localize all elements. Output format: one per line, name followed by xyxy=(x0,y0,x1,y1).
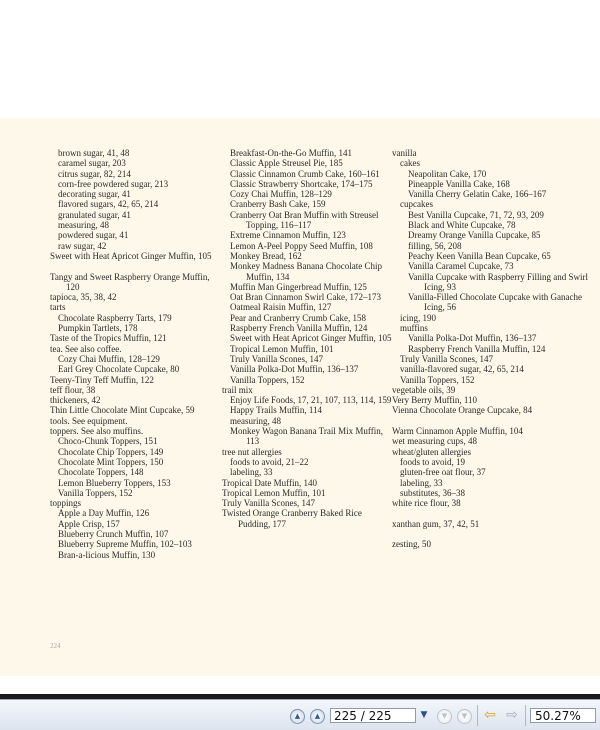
index-entry: Pear and Cranberry Crumb Cake, 158 xyxy=(230,312,366,323)
index-entry: caramel sugar, 203 xyxy=(58,158,126,169)
index-entry: Cozy Chai Muffin, 128–129 xyxy=(230,189,332,200)
index-entry: Lemon Blueberry Toppers, 153 xyxy=(58,477,171,488)
index-entry: tea. See also coffee. xyxy=(50,343,122,354)
index-entry: Tropical Lemon Muffin, 101 xyxy=(222,487,326,498)
zoom-input[interactable]: 50.27% xyxy=(530,708,596,723)
index-entry: decorating sugar, 41 xyxy=(58,189,131,200)
page-number-input[interactable]: 225 / 225 xyxy=(330,708,416,723)
index-entry: Taste of the Tropics Muffin, 121 xyxy=(50,333,167,344)
index-entry: Apple Crisp, 157 xyxy=(58,518,120,529)
index-entry: Vanilla-Filled Chocolate Cupcake with Ganache Icing, 56 xyxy=(408,292,582,313)
index-entry: Very Berry Muffin, 110 xyxy=(392,395,477,406)
index-entry: Earl Grey Chocolate Cupcake, 80 xyxy=(58,364,180,375)
index-entry: Classic Cinnamon Crumb Cake, 160–161 xyxy=(230,168,380,179)
index-letter-gap xyxy=(392,416,588,426)
index-entry: Enjoy Life Foods, 17, 21, 107, 113, 114, 159 xyxy=(230,395,392,406)
index-entry: Happy Trails Muffin, 114 xyxy=(230,405,323,416)
index-entry: corn-free powdered sugar, 213 xyxy=(58,178,169,189)
index-entry: foods to avoid, 19 xyxy=(400,456,465,467)
index-entry: Bran-a-licious Muffin, 130 xyxy=(58,549,156,560)
index-entry: vegetable oils, 39 xyxy=(392,384,456,395)
index-entry: Vanilla Polka-Dot Muffin, 136–137 xyxy=(230,364,359,375)
index-entry: measuring, 48 xyxy=(58,220,109,231)
index-entry: Peachy Keen Vanilla Bean Cupcake, 65 xyxy=(408,250,551,261)
index-entry: zesting, 50 xyxy=(392,539,431,550)
index-entry: Chocolate Chip Toppers, 149 xyxy=(58,446,164,457)
index-entry: Tangy and Sweet Raspberry Orange Muffin, 120 xyxy=(50,271,210,292)
index-entry: Neapolitan Cake, 170 xyxy=(408,168,487,179)
index-entry: flavored sugars, 42, 65, 214 xyxy=(58,199,159,210)
index-entry: Classic Strawberry Shortcake, 174–175 xyxy=(230,178,373,189)
index-entry: Choco-Chunk Toppers, 151 xyxy=(58,436,158,447)
index-entry: icing, 190 xyxy=(400,312,436,323)
index-entry: Monkey Bread, 162 xyxy=(230,250,302,261)
index-column-3 xyxy=(392,148,588,550)
index-entry: Cranberry Oat Bran Muffin with Streusel Topping, 116–117 xyxy=(230,209,379,231)
index-entry: white rice flour, 38 xyxy=(392,498,461,509)
index-entry: Vanilla Cherry Gelatin Cake, 166–167 xyxy=(408,189,547,200)
index-entry: Extreme Cinnamon Muffin, 123 xyxy=(230,230,346,241)
index-entry: Vanilla Caramel Cupcake, 73 xyxy=(408,261,514,272)
forward-arrow-icon[interactable]: ⇨ xyxy=(506,707,518,723)
index-entry: gluten-free oat flour, 37 xyxy=(400,467,486,478)
index-entry: Vanilla Toppers, 152 xyxy=(400,374,475,385)
index-entry: Truly Vanilla Scones, 147 xyxy=(222,498,316,509)
index-entry: Monkey Wagon Banana Trail Mix Muffin, 113 xyxy=(230,426,383,447)
index-entry: cupcakes xyxy=(400,199,433,210)
index-entry: Vanilla Cupcake with Raspberry Filling and Swirl Icing, 93 xyxy=(408,271,588,292)
index-entry: Classic Apple Streusel Pie, 185 xyxy=(230,158,343,169)
index-entry: Thin Little Chocolate Mint Cupcake, 59 xyxy=(50,405,195,416)
index-letter-gap xyxy=(50,261,222,271)
first-page-icon[interactable]: ▲ xyxy=(290,709,305,724)
index-entry: tools. See equipment. xyxy=(50,415,128,426)
navigation-toolbar xyxy=(0,699,600,730)
index-entry: Tropical Date Muffin, 140 xyxy=(222,477,317,488)
index-entry: Warm Cinnamon Apple Muffin, 104 xyxy=(392,426,523,437)
index-entry: trail mix xyxy=(222,384,253,395)
index-entry: labeling, 33 xyxy=(230,467,273,478)
index-entry: Chocolate Raspberry Tarts, 179 xyxy=(58,312,172,323)
document-page xyxy=(0,118,600,676)
index-entry: Breakfast-On-the-Go Muffin, 141 xyxy=(230,148,353,158)
last-page-icon[interactable]: ▼ xyxy=(457,709,472,724)
toolbar-separator xyxy=(477,705,478,726)
index-entry: Oatmeal Raisin Muffin, 127 xyxy=(230,302,332,313)
index-entry: Vienna Chocolate Orange Cupcake, 84 xyxy=(392,405,533,416)
index-entry: Black and White Cupcake, 78 xyxy=(408,220,516,231)
index-entry: Sweet with Heat Apricot Ginger Muffin, 105 xyxy=(230,333,392,344)
index-entry: Lemon A-Peel Poppy Seed Muffin, 108 xyxy=(230,240,373,251)
index-entry: filling, 56, 208 xyxy=(408,240,462,251)
index-entry: labeling, 33 xyxy=(400,477,443,488)
index-entry: Pineapple Vanilla Cake, 168 xyxy=(408,178,510,189)
index-entry: powdered sugar, 41 xyxy=(58,230,129,241)
index-entry: muffins xyxy=(400,323,428,334)
index-entry: granulated sugar, 41 xyxy=(58,209,131,220)
index-entry: Blueberry Supreme Muffin, 102–103 xyxy=(58,539,192,550)
index-entry: substitutes, 36–38 xyxy=(400,487,466,498)
index-entry: citrus sugar, 82, 214 xyxy=(58,168,131,179)
index-entry: measuring, 48 xyxy=(230,415,281,426)
page-dropdown-icon[interactable]: ▼ xyxy=(420,710,428,720)
index-entry: tapioca, 35, 38, 42 xyxy=(50,292,117,303)
index-entry: wheat/gluten allergies xyxy=(392,446,472,457)
index-entry: Best Vanilla Cupcake, 71, 72, 93, 209 xyxy=(408,209,544,220)
index-letter-gap xyxy=(392,529,588,539)
index-entry: Vanilla Toppers, 152 xyxy=(230,374,305,385)
index-entry: Vanilla Toppers, 152 xyxy=(58,487,133,498)
index-entry: Cozy Chai Muffin, 128–129 xyxy=(58,353,160,364)
index-entry: Dreamy Orange Vanilla Cupcake, 85 xyxy=(408,230,541,241)
index-entry: Teeny-Tiny Teff Muffin, 122 xyxy=(50,374,154,385)
index-entry: cakes xyxy=(400,158,420,169)
index-entry: Truly Vanilla Scones, 147 xyxy=(230,353,324,364)
next-page-icon[interactable]: ▼ xyxy=(437,709,452,724)
index-entry: Apple a Day Muffin, 126 xyxy=(58,508,150,519)
index-entry: toppings xyxy=(50,498,82,509)
back-arrow-icon[interactable]: ⇦ xyxy=(484,707,496,723)
page-number: 224 xyxy=(50,642,61,650)
index-entry: tarts xyxy=(50,302,66,313)
toolbar-separator xyxy=(525,705,526,726)
viewer-blank-area xyxy=(0,0,600,118)
index-entry: raw sugar, 42 xyxy=(58,240,107,251)
index-entry: Pumpkin Tartlets, 178 xyxy=(58,323,138,334)
index-entry: xanthan gum, 37, 42, 51 xyxy=(392,518,480,529)
index-entry: Raspberry French Vanilla Muffin, 124 xyxy=(230,323,368,334)
index-entry: Tropical Lemon Muffin, 101 xyxy=(230,343,334,354)
previous-page-icon[interactable]: ▲ xyxy=(310,709,325,724)
viewer-gap xyxy=(0,676,600,694)
index-entry: Chocolate Toppers, 148 xyxy=(58,467,144,478)
index-entry: tree nut allergies xyxy=(222,446,282,457)
index-column-1 xyxy=(50,148,222,560)
index-entry: toppers. See also muffins. xyxy=(50,426,144,437)
index-entry: foods to avoid, 21–22 xyxy=(230,456,309,467)
index-column-2 xyxy=(222,148,392,529)
index-entry: Blueberry Crunch Muffin, 107 xyxy=(58,528,169,539)
index-entry: Vanilla Polka-Dot Muffin, 136–137 xyxy=(408,333,537,344)
index-entry: Monkey Madness Banana Chocolate Chip Muffin, 134 xyxy=(230,261,382,282)
index-entry: Twisted Orange Cranberry Baked Rice Pudding, 177 xyxy=(222,508,362,529)
index-entry: teff flour, 38 xyxy=(50,384,96,395)
index-entry: Chocolate Mint Toppers, 150 xyxy=(58,456,164,467)
index-entry: Oat Bran Cinnamon Swirl Cake, 172–173 xyxy=(230,292,381,303)
index-entry: Sweet with Heat Apricot Ginger Muffin, 105 xyxy=(50,250,212,261)
index-entry: Raspberry French Vanilla Muffin, 124 xyxy=(408,343,546,354)
index-entry: brown sugar, 41, 48 xyxy=(58,148,130,158)
index-letter-gap xyxy=(392,508,588,518)
index-entry: vanilla-flavored sugar, 42, 65, 214 xyxy=(400,364,524,375)
index-entry: thickeners, 42 xyxy=(50,395,101,406)
index-entry: vanilla xyxy=(392,148,417,158)
index-entry: Truly Vanilla Scones, 147 xyxy=(400,353,494,364)
index-entry: Muffin Man Gingerbread Muffin, 125 xyxy=(230,281,367,292)
index-entry: wet measuring cups, 48 xyxy=(392,436,477,447)
index-entry: Cranberry Bash Cake, 159 xyxy=(230,199,326,210)
